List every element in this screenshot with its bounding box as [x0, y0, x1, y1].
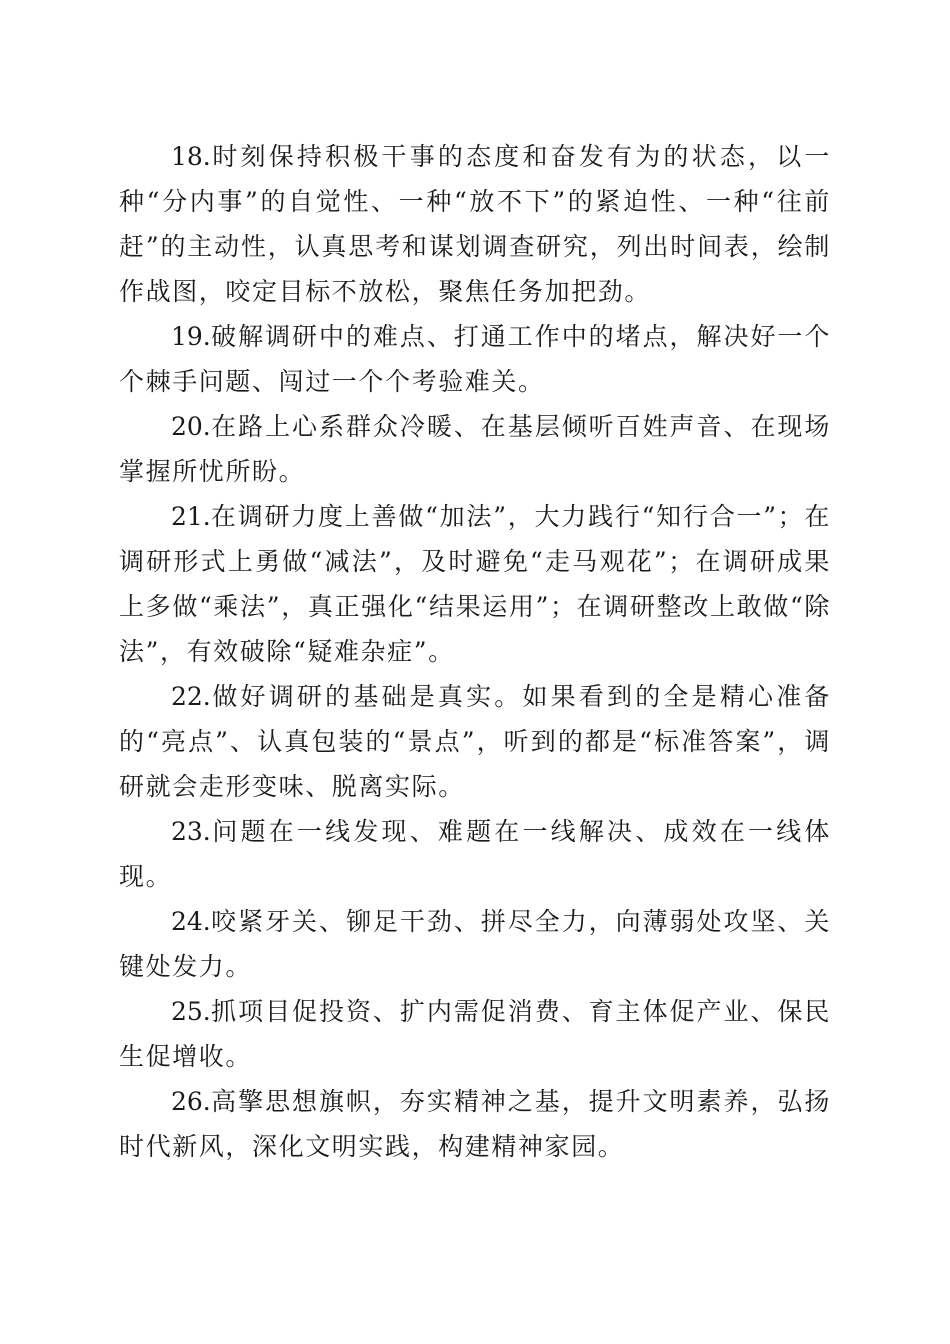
paragraph-25 [119, 989, 831, 1079]
paragraph-text: 抓项目促投资、扩内需促消费、育主体促产业、保民生促增收。 [119, 997, 831, 1071]
paragraph-number: 19. [171, 322, 211, 351]
paragraph-23 [119, 809, 831, 899]
paragraph-number: 24. [171, 907, 211, 936]
paragraph-20 [119, 404, 831, 494]
paragraph-26 [119, 1079, 831, 1169]
paragraph-number: 18. [171, 142, 211, 171]
paragraph-21 [119, 494, 831, 674]
paragraph-24 [119, 899, 831, 989]
paragraph-number: 20. [171, 412, 211, 441]
paragraph-text: 在调研力度上善做“加法”，大力践行“知行合一”；在调研形式上勇做“减法”，及时避免“走马观花”；在调研成果上多做“乘法”，真正强化“结果运用”；在调研整改上敢做“除法”，有效破除“疑难杂症”。 [119, 502, 831, 666]
paragraph-text: 高擎思想旗帜，夯实精神之基，提升文明素养，弘扬时代新风，深化文明实践，构建精神家园。 [119, 1087, 831, 1161]
paragraph-number: 23. [171, 817, 211, 846]
paragraph-number: 22. [171, 682, 211, 711]
paragraph-text: 问题在一线发现、难题在一线解决、成效在一线体现。 [119, 817, 831, 891]
paragraph-text: 在路上心系群众冷暖、在基层倾听百姓声音、在现场掌握所忧所盼。 [119, 412, 831, 486]
paragraph-text: 咬紧牙关、铆足干劲、拼尽全力，向薄弱处攻坚、关键处发力。 [119, 907, 831, 981]
paragraph-text: 时刻保持积极干事的态度和奋发有为的状态，以一种“分内事”的自觉性、一种“放不下”的紧迫性、一种“往前赶”的主动性，认真思考和谋划调查研究，列出时间表，绘制作战图，咬定目标不放松，聚焦任务加把劲。 [119, 142, 831, 306]
paragraph-22 [119, 674, 831, 809]
paragraph-text: 做好调研的基础是真实。如果看到的全是精心准备的“亮点”、认真包装的“景点”，听到的都是“标准答案”，调研就会走形变味、脱离实际。 [119, 682, 831, 801]
paragraph-18 [119, 134, 831, 314]
paragraph-text: 破解调研中的难点、打通工作中的堵点，解决好一个个棘手问题、闯过一个个考验难关。 [119, 322, 831, 396]
document-body [119, 134, 831, 1169]
paragraph-19 [119, 314, 831, 404]
paragraph-number: 21. [171, 502, 211, 531]
paragraph-number: 26. [171, 1087, 211, 1116]
paragraph-number: 25. [171, 997, 211, 1026]
